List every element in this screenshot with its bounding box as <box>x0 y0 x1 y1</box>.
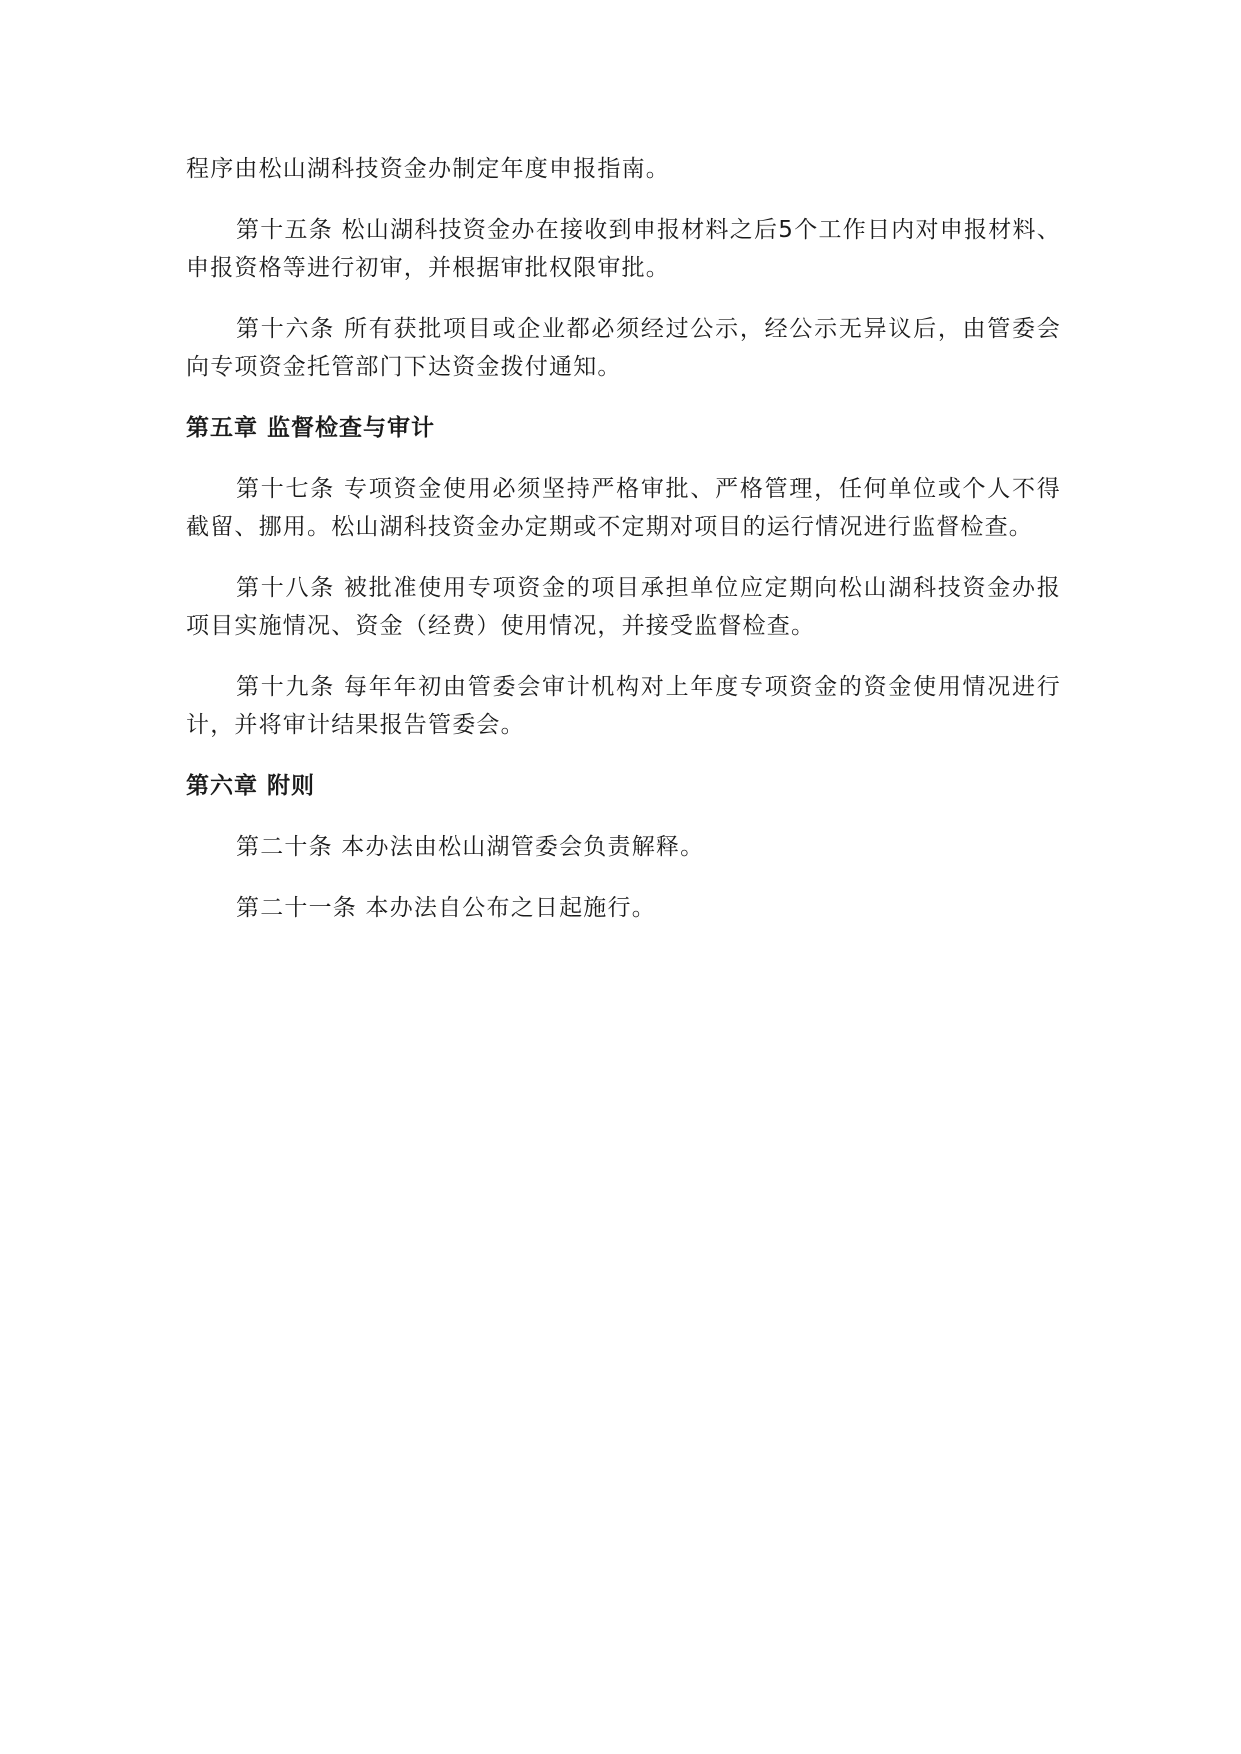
chapter-5-heading: 第五章 监督检查与审计 <box>186 415 436 441</box>
article-19: 第十九条 每年年初由管委会审计机构对上年度专项资金的资金使用情况进行计，并将审计结果报告管委会。 <box>186 674 1061 738</box>
paragraph-continuation: 程序由松山湖科技资金办制定年度申报指南。 <box>186 156 670 182</box>
article-15: 第十五条 松山湖科技资金办在接收到申报材料之后5个工作日内对申报材料、申报资格等进行初审，并根据审批权限审批。 <box>186 217 1061 281</box>
document-body <box>186 150 1061 950</box>
chapter-6-heading: 第六章 附则 <box>186 773 316 799</box>
article-21: 第二十一条 本办法自公布之日起施行。 <box>236 895 656 921</box>
article-18: 第十八条 被批准使用专项资金的项目承担单位应定期向松山湖科技资金办报项目实施情况、资金（经费）使用情况，并接受监督检查。 <box>186 575 1061 639</box>
article-20: 第二十条 本办法由松山湖管委会负责解释。 <box>236 834 705 860</box>
article-17: 第十七条 专项资金使用必须坚持严格审批、严格管理，任何单位或个人不得截留、挪用。松山湖科技资金办定期或不定期对项目的运行情况进行监督检查。 <box>186 476 1061 540</box>
article-16: 第十六条 所有获批项目或企业都必须经过公示，经公示无异议后，由管委会向专项资金托管部门下达资金拨付通知。 <box>186 316 1061 380</box>
